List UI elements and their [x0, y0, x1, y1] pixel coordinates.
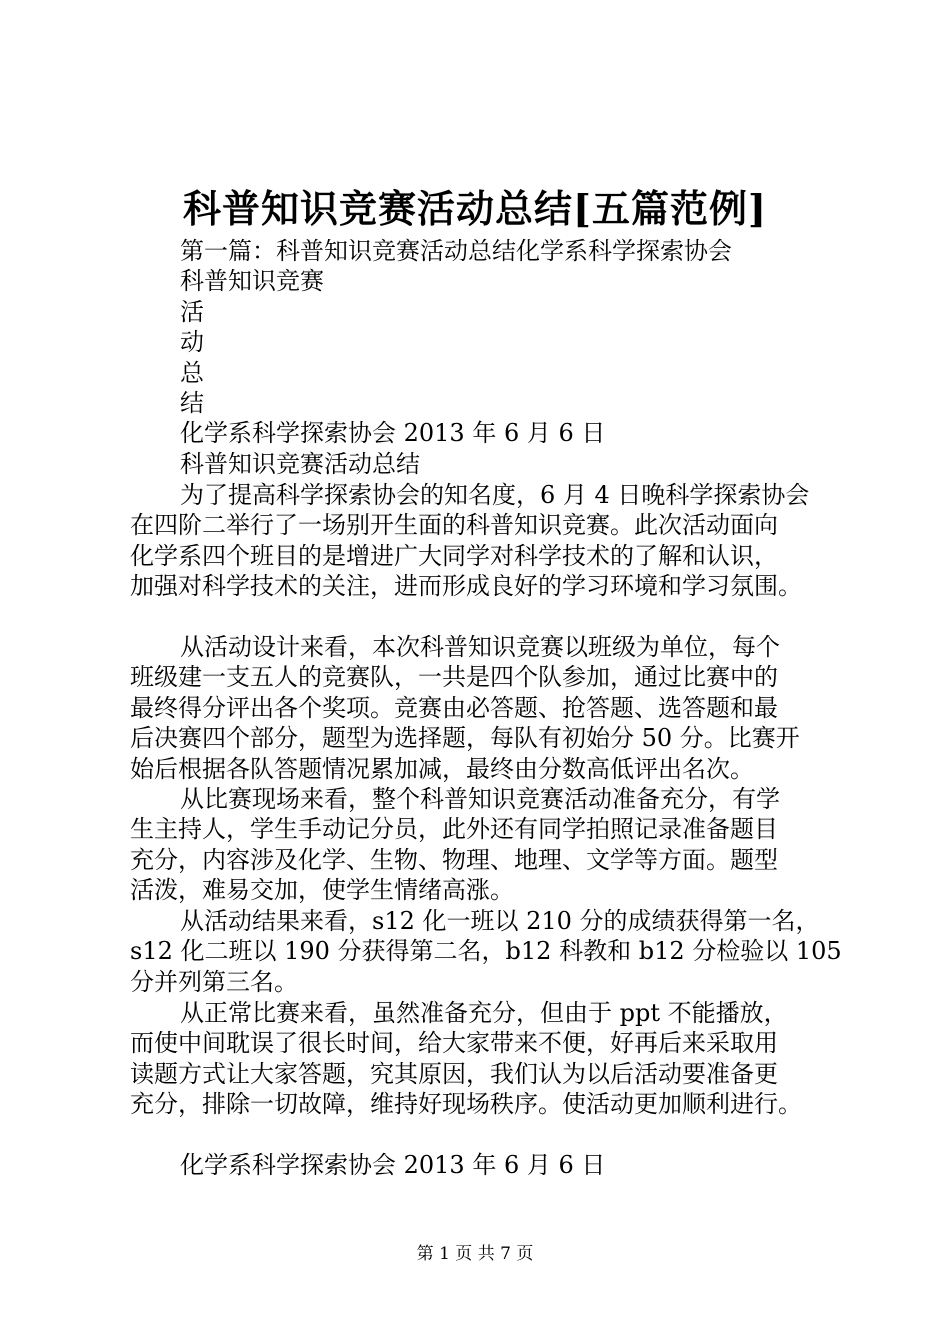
header-line: 科普知识竞赛: [180, 267, 324, 296]
paragraph-line: 充分，内容涉及化学、生物、物理、地理、文学等方面。题型: [130, 845, 778, 874]
paragraph-line: 加强对科学技术的关注，进而形成良好的学习环境和学习氛围。: [130, 572, 802, 601]
paragraph-line: 最终得分评出各个奖项。竞赛由必答题、抢答题、选答题和最: [130, 693, 778, 722]
paragraph-2: [130, 632, 830, 784]
paragraph-line: s12 化二班以 190 分获得第二名，b12 科教和 b12 分检验以 105: [130, 937, 842, 966]
signature-block: [130, 1150, 830, 1180]
paragraph-line: 从比赛现场来看，整个科普知识竞赛活动准备充分，有学: [180, 785, 780, 813]
paragraph-line: 为了提高科学探索协会的知名度，6 月 4 日晚科学探索协会: [180, 481, 810, 509]
header-line: 活: [180, 297, 204, 326]
header-line: 第一篇：科普知识竞赛活动总结化学系科学探索协会: [180, 237, 732, 265]
paragraph-line: 而使中间耽误了很长时间，给大家带来不便，好再后来采取用: [130, 1029, 778, 1058]
paragraph-line: 化学系四个班目的是增进广大同学对科学技术的了解和认识，: [130, 541, 778, 570]
paragraph-line: 活泼，难易交加，使学生情绪高涨。: [130, 876, 514, 905]
header-line: 总: [180, 358, 204, 387]
paragraph-line: 从活动设计来看，本次科普知识竞赛以班级为单位，每个: [180, 633, 780, 661]
paragraph-5: [130, 998, 830, 1120]
paragraph-line: 从正常比赛来看，虽然准备充分，但由于 ppt 不能播放，: [180, 999, 788, 1027]
page-footer: 第 1 页 共 7 页: [416, 1244, 534, 1264]
paragraph-line: 分并列第三名。: [130, 967, 298, 996]
paragraph-4: [130, 906, 842, 997]
paragraph-line: 在四阶二举行了一场别开生面的科普知识竞赛。此次活动面向: [130, 511, 778, 540]
header-block: [130, 236, 830, 479]
header-line: 动: [180, 328, 204, 357]
paragraph-line: 生主持人，学生手动记分员，此外还有同学拍照记录准备题目: [130, 815, 778, 844]
header-line: 化学系科学探索协会 2013 年 6 月 6 日: [180, 419, 606, 448]
paragraph-line: 班级建一支五人的竞赛队，一共是四个队参加，通过比赛中的: [130, 663, 778, 692]
paragraph-line: 始后根据各队答题情况累加减，最终由分数高低评出名次。: [130, 754, 754, 783]
paragraph-line: 充分，排除一切故障，维持好现场秩序。使活动更加顺利进行。: [130, 1090, 802, 1119]
paragraph-1: [130, 480, 830, 602]
paragraph-line: 后决赛四个部分，题型为选择题，每队有初始分 50 分。比赛开: [130, 724, 800, 753]
header-line: 结: [180, 388, 204, 417]
paragraph-line: 从活动结果来看，s12 化一班以 210 分的成绩获得第一名，: [180, 907, 820, 935]
signature-line: 化学系科学探索协会 2013 年 6 月 6 日: [180, 1151, 606, 1179]
paragraph-line: 读题方式让大家答题，究其原因，我们认为以后活动要准备更: [130, 1059, 778, 1088]
document-title: 科普知识竞赛活动总结[五篇范例]: [183, 186, 767, 231]
paragraph-3: [130, 784, 830, 906]
header-line: 科普知识竞赛活动总结: [180, 449, 420, 478]
